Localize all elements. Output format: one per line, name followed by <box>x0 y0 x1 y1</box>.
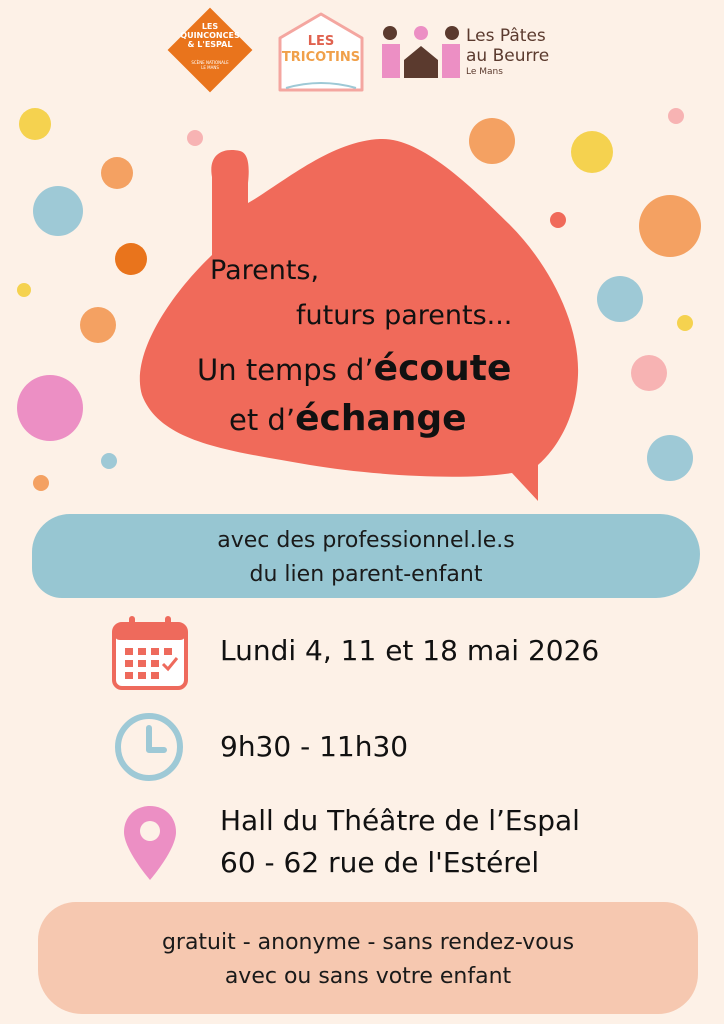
event-time: 9h30 - 11h30 <box>220 730 409 763</box>
band-line-2: du lien parent-enfant <box>249 562 483 587</box>
band-line-1: avec des professionnel.le.s <box>217 528 515 553</box>
family-houses-icon <box>380 26 462 80</box>
headline-parents: Parents, <box>210 255 320 286</box>
clock-icon <box>114 712 184 782</box>
venue-name: Hall du Théâtre de l’Espal <box>220 804 580 837</box>
venue-address: 60 - 62 rue de l'Estérel <box>220 846 540 879</box>
footer-line-1: gratuit - anonyme - sans rendez-vous <box>161 930 575 955</box>
map-pin-icon <box>122 804 178 882</box>
pates-au-beurre-logo: Les Pâtes au Beurre Le Mans <box>380 26 580 86</box>
quinconces-espal-logo: LES QUINCONCES & L'ESPAL SCÈNE NATIONALE LE MANS <box>168 8 252 92</box>
calendar-icon <box>111 614 189 692</box>
footer-band <box>38 902 698 1014</box>
headline-future-parents: futurs parents... <box>296 300 513 331</box>
headline-listening: Un temps d’écoute <box>197 348 512 389</box>
event-dates: Lundi 4, 11 et 18 mai 2026 <box>220 634 600 667</box>
tricotins-logo: LES TRICOTINS <box>272 8 370 96</box>
footer-line-2: avec ou sans votre enfant <box>224 964 512 989</box>
headline-exchange: et d’échange <box>229 398 467 439</box>
